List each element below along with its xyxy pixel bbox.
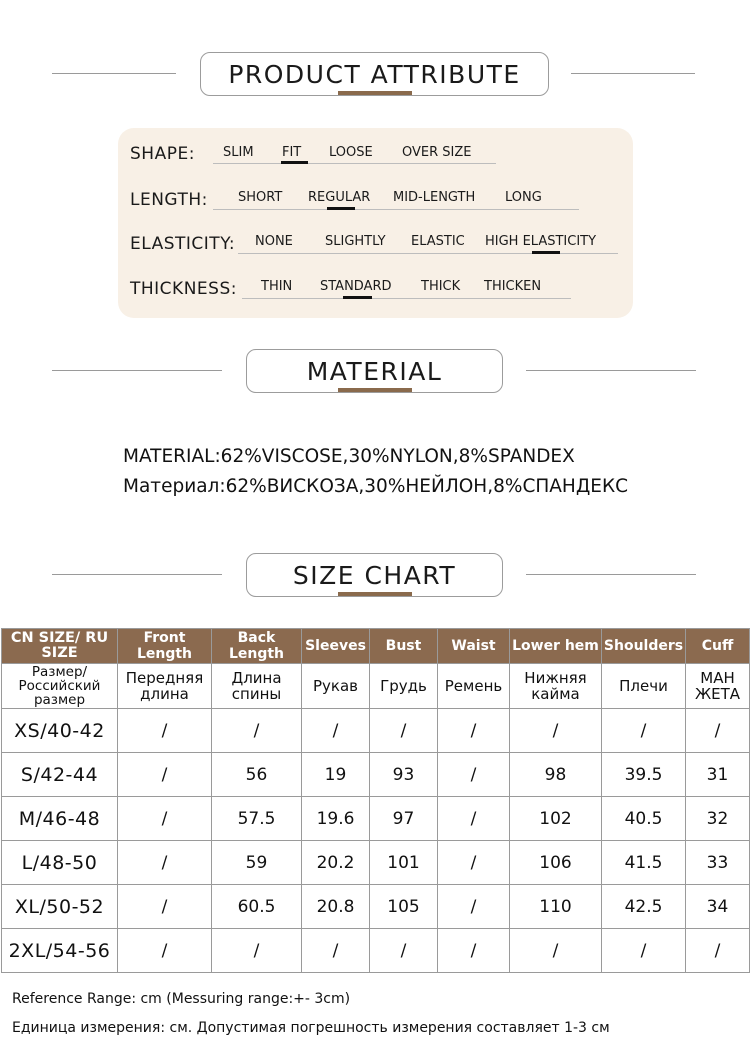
table-cell: / [302,929,370,973]
size-cell: XL/50-52 [2,885,118,929]
title-accent-bar [338,388,412,392]
table-cell: 20.2 [302,841,370,885]
divider-right [526,370,696,371]
table-row [2,929,750,973]
selected-marker [343,296,372,299]
table-cell: / [118,753,212,797]
attr-option-selected: FIT [282,145,302,160]
attr-option: THICK [421,279,461,294]
column-header: Bust [370,629,438,664]
divider-left [52,574,222,575]
table-row [2,709,750,753]
table-cell: 19 [302,753,370,797]
column-header-ru: Рукав [302,664,370,709]
section-title-material [246,349,503,393]
section-title-size-chart [246,553,503,597]
table-cell: / [438,885,510,929]
table-cell: 56 [212,753,302,797]
divider-right [571,73,695,74]
table-cell: 41.5 [602,841,686,885]
divider-right [526,574,696,575]
attr-option: OVER SIZE [402,145,472,160]
size-cell: 2XL/54-56 [2,929,118,973]
table-cell: / [602,709,686,753]
attr-option: LONG [505,190,542,205]
attr-option-selected: STANDARD [320,279,392,294]
table-row [2,841,750,885]
table-cell: 98 [510,753,602,797]
attr-option-selected: REGULAR [308,190,371,205]
selected-marker [327,207,355,210]
table-cell: / [118,709,212,753]
table-cell: 20.8 [302,885,370,929]
table-cell: / [602,929,686,973]
table-cell: / [438,841,510,885]
table-row [2,797,750,841]
table-cell: / [438,753,510,797]
table-cell: 101 [370,841,438,885]
attr-underline [238,253,618,254]
attr-option: LOOSE [329,145,373,160]
attr-option: THICKEN [484,279,542,294]
attr-label-shape: SHAPE: [130,144,195,164]
attr-option: SLIGHTLY [325,234,386,249]
table-cell: / [686,709,750,753]
column-header-ru: Длина спины [212,664,302,709]
section-title-text: MATERIAL [306,356,443,386]
column-header: Sleeves [302,629,370,664]
column-header-ru: Передняя длина [118,664,212,709]
size-cell: XS/40-42 [2,709,118,753]
attr-label-length: LENGTH: [130,190,208,210]
column-header-ru: Грудь [370,664,438,709]
reference-range-note-ru: Единица измерения: см. Допустимая погрешность измерения составляет 1-3 см [12,1020,610,1036]
attr-underline [242,298,571,299]
column-header-ru: Ремень [438,664,510,709]
table-cell: 33 [686,841,750,885]
table-cell: / [118,929,212,973]
table-cell: / [212,929,302,973]
attr-option-selected: HIGH ELASTICITY [485,234,597,249]
table-cell: 34 [686,885,750,929]
section-title-text: PRODUCT ATTRIBUTE [228,59,521,89]
table-cell: 59 [212,841,302,885]
attr-option: THIN [261,279,293,294]
table-cell: 106 [510,841,602,885]
attr-underline [213,209,579,210]
table-cell: / [510,929,602,973]
table-cell: 19.6 [302,797,370,841]
section-title-product-attribute [200,52,549,96]
selected-marker [281,161,308,164]
table-cell: / [438,929,510,973]
material-composition-en: MATERIAL:62%VISCOSE,30%NYLON,8%SPANDEX [123,446,575,467]
column-header: Back Length [212,629,302,664]
table-cell: 93 [370,753,438,797]
column-header-ru: МАН ЖЕТА [686,664,750,709]
selected-marker [532,251,560,254]
table-cell: / [118,885,212,929]
size-chart-table [1,628,750,973]
table-header-row-en [2,629,750,664]
attr-option: ELASTIC [411,234,465,249]
table-cell: 40.5 [602,797,686,841]
table-cell: 105 [370,885,438,929]
table-cell: / [212,709,302,753]
material-composition-ru: Материал:62%ВИСКОЗА,30%НЕЙЛОН,8%СПАНДЕКС [123,476,629,497]
table-cell: / [370,709,438,753]
table-cell: 57.5 [212,797,302,841]
table-header-row-ru [2,664,750,709]
size-cell: S/42-44 [2,753,118,797]
column-header-ru: Размер/ Российский размер [2,664,118,709]
attr-option: MID-LENGTH [393,190,476,205]
table-cell: / [438,709,510,753]
table-cell: / [118,841,212,885]
reference-range-note-en: Reference Range: cm (Messuring range:+- 3cm) [12,991,351,1007]
column-header: CN SIZE/ RU SIZE [2,629,118,664]
attr-underline [213,163,496,164]
table-cell: / [118,797,212,841]
column-header: Front Length [118,629,212,664]
table-cell: / [510,709,602,753]
table-cell: 39.5 [602,753,686,797]
column-header: Shoulders [602,629,686,664]
section-title-text: SIZE CHART [292,560,457,590]
table-cell: 102 [510,797,602,841]
attr-label-thickness: THICKNESS: [130,279,237,299]
table-cell: / [686,929,750,973]
table-row [2,885,750,929]
table-cell: 31 [686,753,750,797]
table-cell: / [302,709,370,753]
attr-option: NONE [255,234,293,249]
title-accent-bar [338,91,412,95]
column-header-ru: Плечи [602,664,686,709]
table-cell: 42.5 [602,885,686,929]
table-row [2,753,750,797]
table-cell: 97 [370,797,438,841]
attr-label-elasticity: ELASTICITY: [130,234,236,254]
size-cell: M/46-48 [2,797,118,841]
table-cell: / [370,929,438,973]
table-cell: 60.5 [212,885,302,929]
table-cell: 32 [686,797,750,841]
table-cell: 110 [510,885,602,929]
title-accent-bar [338,592,412,596]
column-header: Cuff [686,629,750,664]
divider-left [52,370,222,371]
divider-left [52,73,176,74]
column-header-ru: Нижняя кайма [510,664,602,709]
attr-option: SHORT [238,190,283,205]
attr-option: SLIM [223,145,254,160]
column-header: Waist [438,629,510,664]
table-cell: / [438,797,510,841]
size-cell: L/48-50 [2,841,118,885]
column-header: Lower hem [510,629,602,664]
